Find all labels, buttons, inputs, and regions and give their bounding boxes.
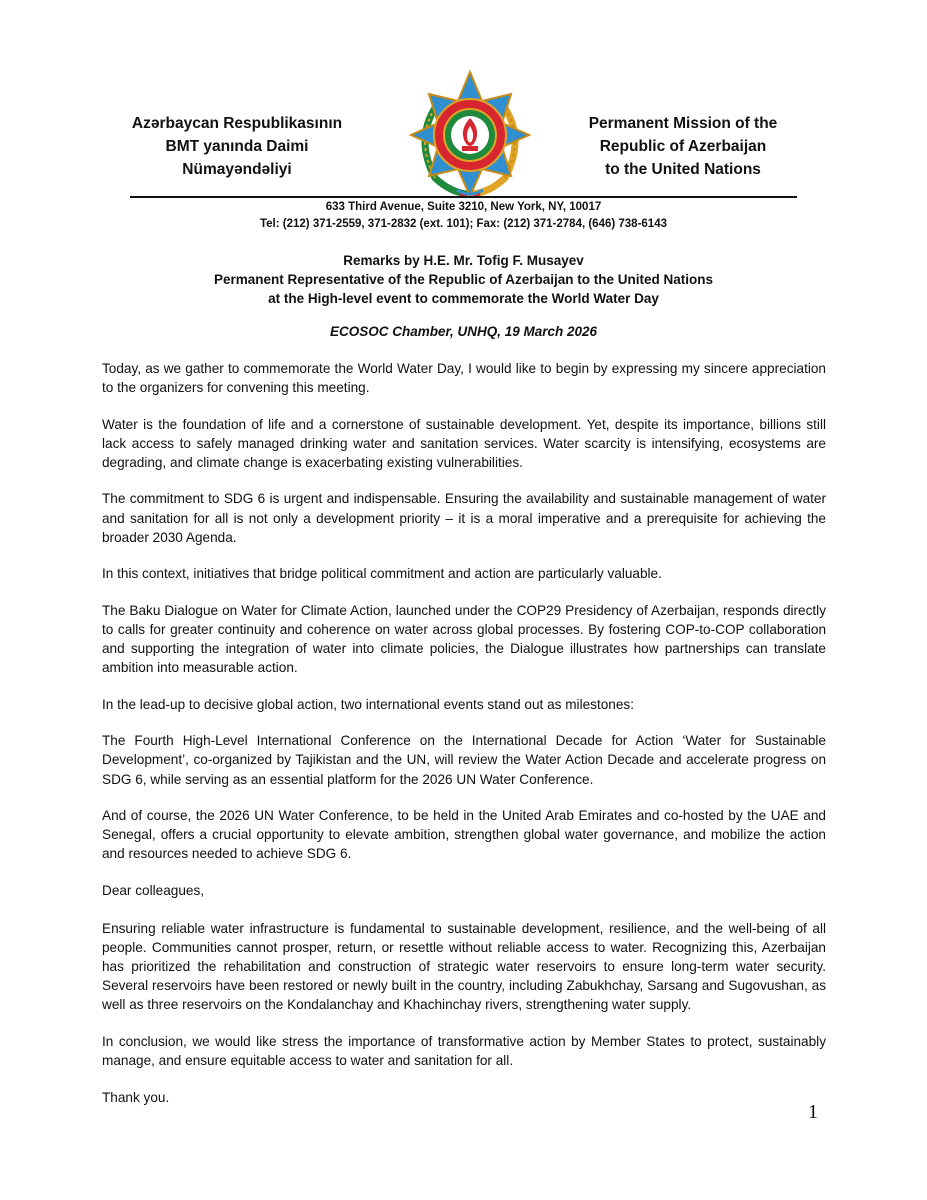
paragraph-10: Ensuring reliable water infrastructure is fundamental to sustainable development, resilience, and the well-being of all people. Communities cannot prosper, return, or resettle without reliable access to water. Recognizing this, Azerbaijan has prioritized the rehabilitation and construction of strategic water reservoirs to ensure long-term water security. Several reservoirs have been restored or newly built in the country, including Zabukhchay, Sarsang and Sugovushan, as well as three reservoirs on the Kondalanchay and Khachinchay rivers, strengthening water supply.	[102, 920, 826, 1013]
paragraph-4: In this context, initiatives that bridge political commitment and action are particularly valuable.	[102, 566, 662, 582]
header-left-line-1: Azərbaycan Respublikasının	[131, 115, 343, 132]
header-english	[553, 112, 813, 181]
paragraph-2: Water is the foundation of life and a cornerstone of sustainable development. Yet, despite its importance, billions still lack access to safely managed drinking water and sanitation services. Water scarcity is intensifying, ecosystems are degrading, and climate change is exacerbating existing vulnerabilities.	[102, 416, 826, 470]
header-divider	[130, 196, 797, 198]
header-azerbaijani	[107, 112, 367, 181]
header-right-line-3: to the United Nations	[605, 161, 761, 178]
paragraph-7: The Fourth High-Level International Conference on the International Decade for Action ‘Water for Sustainable Development’, co-organized by Tajikistan and the UN, will review the Water Action Decade and accelerate progress on SDG 6, while serving as an essential platform for the 2026 UN Water Conference.	[102, 733, 826, 787]
paragraph-11: In conclusion, we would like stress the importance of transformative action by Member States to protect, sustainably manage, and ensure equitable access to water and sanitation for all.	[102, 1033, 826, 1069]
header-right-line-1: Permanent Mission of the	[588, 115, 778, 132]
header-left-line-2: BMT yanında Daimi	[165, 138, 309, 155]
remarks-body	[102, 359, 826, 1124]
mission-address: 633 Third Avenue, Suite 3210, New York, NY, 10017	[325, 201, 602, 213]
paragraph-3: The commitment to SDG 6 is urgent and indispensable. Ensuring the availability and sustainable management of water and sanitation for all is not only a development priority – it is a moral imperative and a prerequisite for achieving the broader 2030 Agenda.	[102, 491, 826, 545]
page-number: 1	[808, 1101, 818, 1123]
paragraph-5: The Baku Dialogue on Water for Climate Action, launched under the COP29 Presidency of Azerbaijan, responds directly to calls for greater continuity and coherence on water across global processes. By fostering COP-to-COP collaboration and supporting the integration of water into climate policies, the Dialogue illustrates how partnerships can translate ambition into measurable action.	[102, 602, 826, 676]
paragraph-9: Dear colleagues,	[102, 882, 205, 898]
title-line-2: Permanent Representative of the Republic of Azerbaijan to the United Nations	[213, 272, 714, 287]
paragraph-1: Today, as we gather to commemorate the World Water Day, I would like to begin by expressing my sincere appreciation to the organizers for convening this meeting.	[102, 361, 826, 396]
header-right-line-2: Republic of Azerbaijan	[599, 138, 767, 155]
mission-contacts: Tel: (212) 371-2559, 371-2832 (ext. 101); Fax: (212) 371-2784, (646) 738-6143	[259, 218, 667, 230]
state-emblem-icon	[405, 68, 535, 200]
paragraph-8: And of course, the 2026 UN Water Conference, to be held in the United Arab Emirates and co-hosted by the UAE and Senegal, offers a crucial opportunity to elevate ambition, strengthen global water governance, and mobilize the action and resources needed to achieve SDG 6.	[102, 808, 826, 862]
paragraph-12: Thank you.	[102, 1089, 170, 1105]
venue-date: ECOSOC Chamber, UNHQ, 19 March 2026	[329, 324, 598, 339]
paragraph-6: In the lead-up to decisive global action, two international events stand out as milestones:	[102, 696, 634, 712]
header-left-line-3: Nümayəndəliyi	[182, 161, 292, 178]
title-line-1: Remarks by H.E. Mr. Tofig F. Musayev	[343, 253, 584, 268]
title-line-3: at the High-level event to commemorate the World Water Day	[268, 291, 659, 306]
remarks-title	[100, 251, 827, 308]
